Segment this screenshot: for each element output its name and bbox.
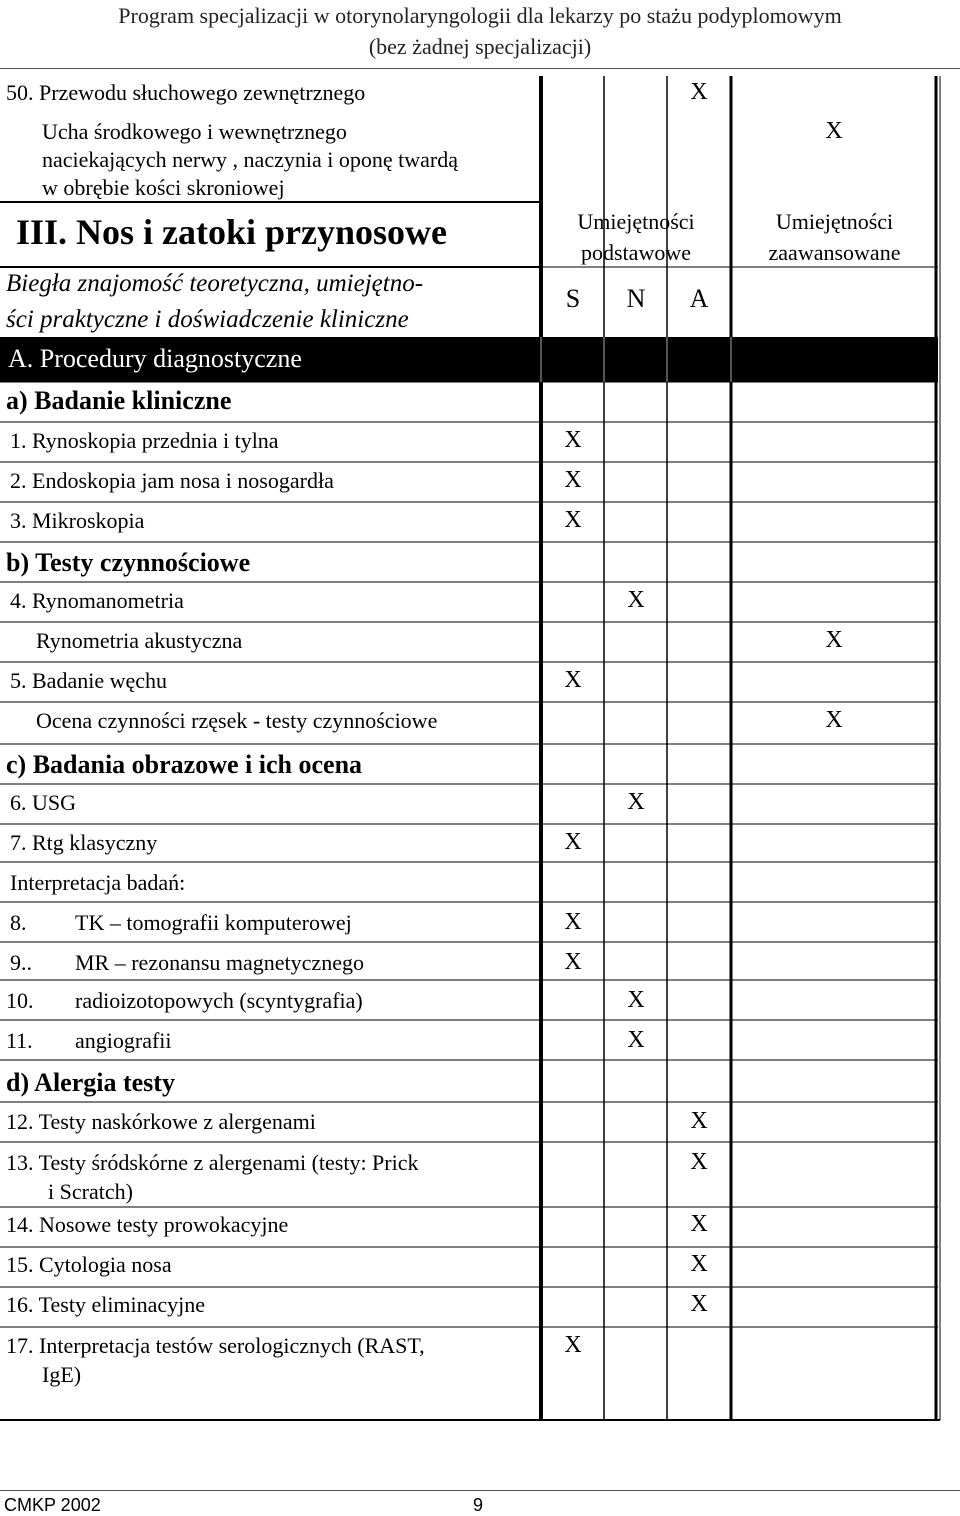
- section-title: III. Nos i zatoki przynosowe: [16, 212, 448, 252]
- header-rule: [0, 68, 960, 69]
- item-rzeski-mark: X: [825, 707, 843, 733]
- page-header: [0, 0, 960, 62]
- curriculum-table: [0, 72, 944, 1422]
- item-11-num: 11.: [6, 1028, 33, 1053]
- subsection-b: b) Testy czynnościowe: [6, 548, 251, 577]
- col-advanced-header: [733, 206, 936, 268]
- col-basic-line2: podstawowe: [581, 240, 691, 265]
- item-17-line2: IgE): [42, 1362, 82, 1387]
- row-ear-line1: Ucha środkowego i wewnętrznego: [42, 119, 347, 144]
- level-n: N: [626, 284, 646, 313]
- item-6-mark: X: [627, 789, 645, 815]
- row-50-text: 50. Przewodu słuchowego zewnętrznego: [6, 80, 366, 105]
- procedures-header: A. Procedury diagnostyczne: [8, 344, 302, 373]
- italic-header-line2: ści praktyczne i doświadczenie kliniczne: [6, 306, 409, 333]
- item-12: 12. Testy naskórkowe z alergenami: [6, 1109, 316, 1134]
- item-rzeski: Ocena czynności rzęsek - testy czynnościowe: [36, 708, 438, 733]
- item-2-mark: X: [564, 467, 582, 493]
- item-9-num: 9..: [10, 950, 32, 975]
- col-basic-header: [543, 206, 729, 268]
- item-11-mark: X: [627, 1027, 645, 1053]
- item-4-mark: X: [627, 587, 645, 613]
- subsection-a: a) Badanie kliniczne: [6, 386, 232, 415]
- italic-header-line1: Biegła znajomość teoretyczna, umiejętno-: [6, 270, 424, 297]
- item-1: 1. Rynoskopia przednia i tylna: [10, 428, 279, 453]
- item-5: 5. Badanie węchu: [10, 668, 167, 693]
- item-interpretacja: Interpretacja badań:: [10, 870, 186, 895]
- item-3-mark: X: [564, 507, 582, 533]
- item-10-mark: X: [627, 987, 645, 1013]
- item-6: 6. USG: [10, 790, 77, 815]
- item-8: TK – tomografii komputerowej: [75, 910, 352, 935]
- item-rynometria-mark: X: [825, 627, 843, 653]
- item-15: 15. Cytologia nosa: [6, 1252, 172, 1277]
- item-14-mark: X: [690, 1211, 708, 1237]
- level-s: S: [565, 284, 581, 313]
- item-16: 16. Testy eliminacyjne: [6, 1292, 206, 1317]
- level-a: A: [689, 284, 709, 313]
- col-basic-line1: Umiejętności: [577, 209, 695, 234]
- item-10: radioizotopowych (scyntygrafia): [75, 988, 363, 1013]
- subsection-d: d) Alergia testy: [6, 1068, 175, 1097]
- item-rynometria: Rynometria akustyczna: [36, 628, 243, 653]
- page-number: 9: [473, 1495, 484, 1515]
- col-advanced-line1: Umiejętności: [775, 209, 894, 234]
- row-50-mark: X: [690, 79, 708, 105]
- page-footer: [0, 1490, 960, 1515]
- item-7-mark: X: [564, 829, 582, 855]
- item-14: 14. Nosowe testy prowokacyjne: [6, 1212, 289, 1237]
- item-17-mark: X: [564, 1332, 582, 1358]
- row-ear-line2: naciekających nerwy , naczynia i oponę twardą: [42, 147, 458, 172]
- item-3: 3. Mikroskopia: [10, 508, 145, 533]
- item-13-mark: X: [690, 1149, 708, 1175]
- item-13-line2: i Scratch): [48, 1179, 133, 1204]
- item-13-line1: 13. Testy śródskórne z alergenami (testy: Prick: [6, 1150, 419, 1175]
- item-15-mark: X: [690, 1251, 708, 1277]
- header-line-2: (bez żadnej specjalizacji): [368, 34, 592, 59]
- item-5-mark: X: [564, 667, 582, 693]
- subsection-c: c) Badania obrazowe i ich ocena: [6, 750, 363, 779]
- item-10-num: 10.: [6, 988, 34, 1013]
- item-8-num: 8.: [10, 910, 27, 935]
- footer-left: CMKP 2002: [4, 1495, 101, 1515]
- item-9: MR – rezonansu magnetycznego: [75, 950, 364, 975]
- row-ear-mark: X: [825, 118, 843, 144]
- item-17-line1: 17. Interpretacja testów serologicznych (RAST,: [6, 1333, 425, 1358]
- item-9-mark: X: [564, 949, 582, 975]
- item-1-mark: X: [564, 427, 582, 453]
- item-7: 7. Rtg klasyczny: [10, 830, 158, 855]
- item-2: 2. Endoskopia jam nosa i nosogardła: [10, 468, 334, 493]
- item-16-mark: X: [690, 1291, 708, 1317]
- item-12-mark: X: [690, 1108, 708, 1134]
- item-4: 4. Rynomanometria: [10, 588, 184, 613]
- row-ear-line3: w obrębie kości skroniowej: [42, 175, 285, 200]
- col-advanced-line2: zaawansowane: [768, 240, 901, 265]
- header-line-1: Program specjalizacji w otorynolaryngologii dla lekarzy po stażu podyplomowym: [118, 3, 842, 28]
- item-8-mark: X: [564, 909, 582, 935]
- item-11: angiografii: [75, 1028, 172, 1053]
